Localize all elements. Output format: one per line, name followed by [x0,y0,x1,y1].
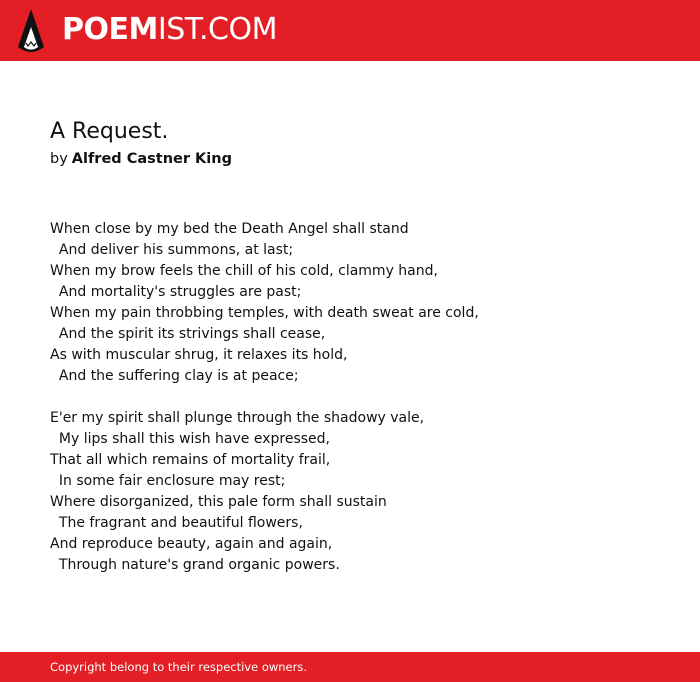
author-link[interactable]: Alfred Castner King [71,151,232,167]
poem-line: In some fair enclosure may rest; [50,473,286,489]
logo-bold-text: POEM [62,12,158,47]
stanza-1 [50,219,670,387]
poem-body [50,219,670,576]
poem-line: Through nature's grand organic powers. [50,557,340,573]
poem-line: And mortality's struggles are past; [50,284,302,300]
stanza-2 [50,408,670,576]
logo-light-text: IST.COM [157,12,277,47]
poem-line: When my pain throbbing temples, with death sweat are cold, [50,305,479,321]
poem-line: When my brow feels the chill of his cold, clammy hand, [50,263,438,279]
poem-line: And the spirit its strivings shall cease, [50,326,326,342]
pencil-tip-icon[interactable] [18,9,44,52]
poem-title: A Request. [50,119,169,144]
copyright-notice: Copyright belong to their respective owners. [50,660,308,674]
stanza-divider [50,387,670,408]
site-header [0,0,700,61]
poem-line: And the suffering clay is at peace; [50,368,299,384]
poem-line: And reproduce beauty, again and again, [50,536,333,552]
poem-line: The fragrant and beautiful flowers, [50,515,303,531]
byline-prefix: by [50,151,68,167]
site-footer [0,652,700,682]
poem-line: My lips shall this wish have expressed, [50,431,330,447]
poem-line: And deliver his summons, at last; [50,242,294,258]
site-logo[interactable] [62,12,277,48]
poem-line: That all which remains of mortality frail, [50,452,331,468]
poem-byline [50,149,232,169]
poem-line: When close by my bed the Death Angel shall stand [50,221,409,237]
poem-line: Where disorganized, this pale form shall sustain [50,494,387,510]
poem-line: As with muscular shrug, it relaxes its hold, [50,347,348,363]
poem-line: E'er my spirit shall plunge through the shadowy vale, [50,410,425,426]
